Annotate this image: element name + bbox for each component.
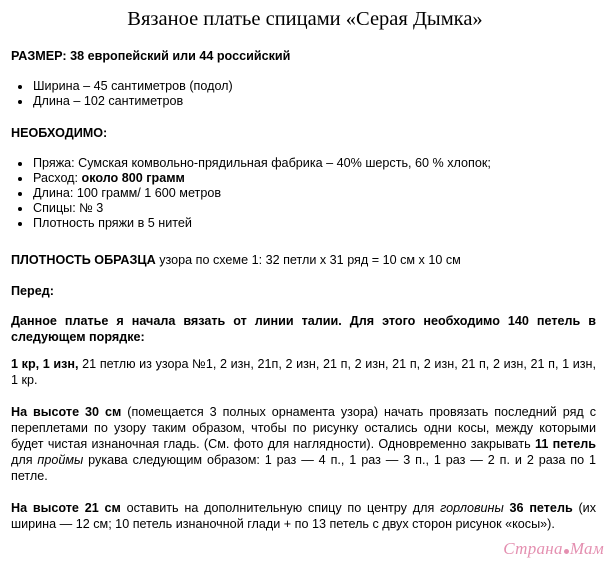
neckline-height: На высоте 21 см <box>11 501 121 515</box>
armhole-word: проймы <box>37 453 84 467</box>
row1-text: 21 петлю из узора №1, 2 изн, 21п, 2 изн, 21 п, 2 изн, 21 п, 2 изн, 21 п, 2 изн, 21 п, 1 изн, 1 кр. <box>11 357 596 387</box>
armhole-height: На высоте 30 см <box>11 405 122 419</box>
needed-heading <box>11 125 596 141</box>
front-label: Перед: <box>11 284 54 298</box>
neckline-stitches: 36 петель <box>503 501 573 515</box>
front-intro <box>11 313 596 345</box>
armhole-text-2: для <box>11 453 38 467</box>
watermark-word-2: Мам <box>569 539 604 558</box>
armhole-paragraph <box>11 404 596 484</box>
watermark-word-1: Страна <box>503 539 563 558</box>
row1-bold: 1 кр, 1 изн, <box>11 357 79 371</box>
watermark-dot-icon <box>564 549 569 554</box>
watermark-logo <box>503 539 604 559</box>
needed-list <box>0 156 585 231</box>
row1-paragraph <box>11 356 596 388</box>
consumption-value: около 800 грамм <box>81 171 185 185</box>
list-item: Длина: 100 грамм/ 1 600 метров <box>0 186 585 201</box>
armhole-text-1: (помещается 3 полных орнамента узора) начать провязать последний ряд с переплетами по узору таким образом, чтобы по рисунку остались одни косы, между которыми будет чистая изнаночная гладь. (См. фото для наглядности). Одновременно закрывать <box>11 405 597 451</box>
list-item <box>0 171 585 186</box>
front-intro-text: Данное платье я начала вязать от линии талии. Для этого необходимо 140 петель в следующем порядке: <box>11 314 596 344</box>
list-item: Ширина – 45 сантиметров (подол) <box>0 79 585 94</box>
gauge-label: ПЛОТНОСТЬ ОБРАЗЦА <box>11 253 156 267</box>
size-heading <box>11 48 596 64</box>
list-item: Плотность пряжи в 5 нитей <box>0 216 585 231</box>
neckline-word: горловины <box>440 501 504 515</box>
size-label: РАЗМЕР: 38 европейский или 44 российский <box>11 49 291 63</box>
armhole-stitches: 11 петель <box>535 437 597 451</box>
neckline-text-2: (их ширина — 12 см; 10 петель изнаночной глади + по 13 петель с двух сторон рисунок «косы»). <box>11 501 596 531</box>
neckline-paragraph <box>11 500 596 532</box>
gauge-paragraph <box>11 252 596 268</box>
armhole-text-3: рукава следующим образом: 1 раз — 4 п., 1 раз — 3 п., 1 раз — 2 п. и 2 раза по 1 петле. <box>11 453 596 483</box>
size-list <box>0 79 585 109</box>
front-heading <box>11 283 596 299</box>
document-title: Вязаное платье спицами «Серая Дымка» <box>127 8 483 30</box>
needed-label: НЕОБХОДИМО: <box>11 126 108 140</box>
list-item: Пряжа: Сумская комвольно-прядильная фабрика – 40% шерсть, 60 % хлопок; <box>0 156 585 171</box>
neckline-text-1: оставить на дополнительную спицу по центру для <box>120 501 441 515</box>
gauge-text: узора по схеме 1: 32 петли х 31 ряд = 10 см х 10 см <box>155 253 461 267</box>
consumption-prefix: Расход: <box>33 171 82 185</box>
list-item: Длина – 102 сантиметров <box>0 94 585 109</box>
list-item: Спицы: № 3 <box>0 201 585 216</box>
